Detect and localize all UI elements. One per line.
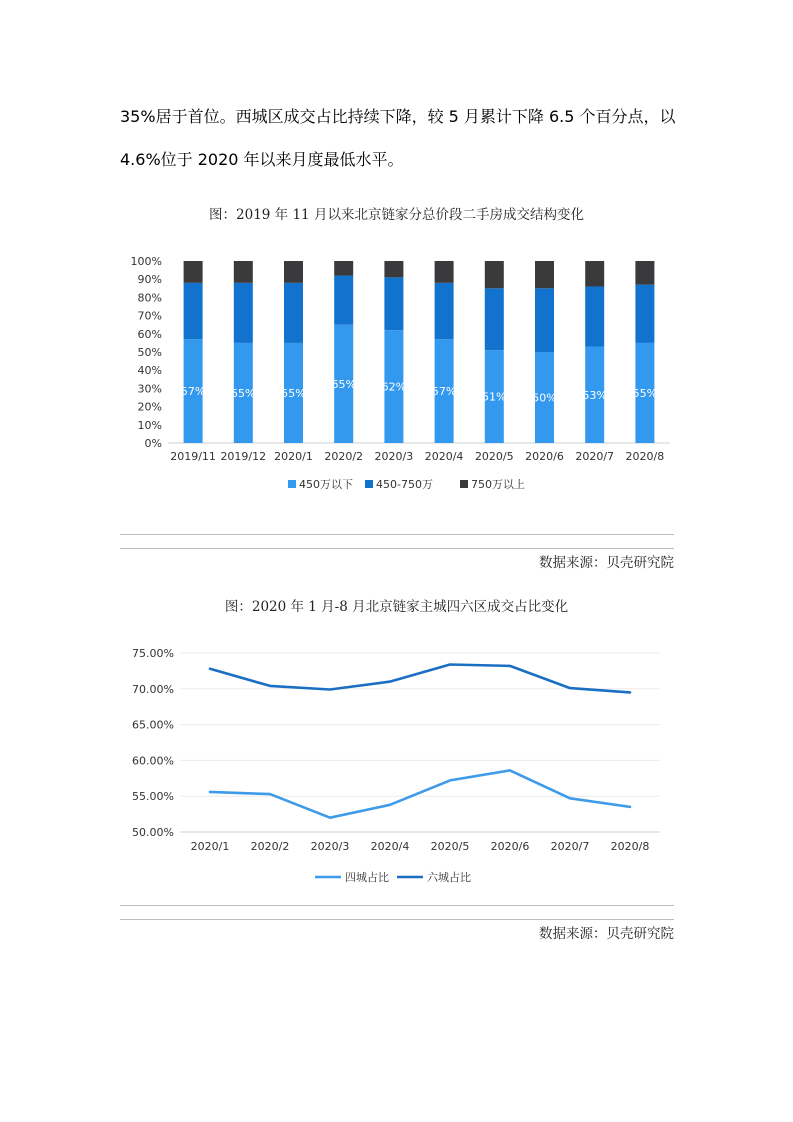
y-tick-label: 20%: [137, 400, 162, 414]
x-tick-label: 2020/3: [374, 450, 414, 463]
y-tick-label: 75.00%: [132, 647, 174, 660]
bar-segment: [384, 277, 403, 330]
figure2-rule-bottom: [120, 919, 674, 920]
bar-segment: [334, 261, 353, 276]
line-chart: [120, 636, 674, 892]
figure1-caption: 图：2019 年 11 月以来北京链家分总价段二手房成交结构变化: [209, 207, 584, 223]
x-tick-label: 2020/8: [610, 840, 650, 853]
bar-data-label: 65%: [331, 377, 356, 391]
legend-swatch: [365, 480, 373, 488]
y-tick-label: 60.00%: [132, 754, 174, 768]
legend-swatch: [288, 480, 296, 488]
x-tick-label: 2019/12: [220, 450, 267, 463]
bar-segment: [535, 288, 554, 352]
y-tick-label: 100%: [130, 255, 162, 268]
y-tick-label: 50.00%: [132, 826, 174, 839]
y-tick-label: 65.00%: [132, 718, 174, 732]
y-tick-label: 70.00%: [132, 682, 174, 696]
series-line: [210, 665, 630, 693]
bar-segment: [334, 276, 353, 325]
y-tick-label: 40%: [137, 364, 162, 378]
x-tick-label: 2020/6: [525, 450, 564, 463]
x-tick-label: 2020/1: [274, 450, 313, 463]
bar-data-label: 57%: [180, 385, 206, 399]
bar-segment: [535, 261, 554, 288]
bar-segment: [234, 283, 253, 343]
bar-data-label: 50%: [532, 391, 557, 405]
y-tick-label: 0%: [144, 437, 162, 450]
bar-data-label: 53%: [582, 388, 607, 402]
bar-data-label: 55%: [231, 386, 256, 400]
bar-segment: [284, 261, 303, 283]
x-tick-label: 2020/6: [490, 840, 530, 853]
bar-segment: [184, 283, 203, 339]
x-tick-label: 2020/8: [625, 450, 665, 463]
y-tick-label: 30%: [137, 382, 162, 396]
paragraph-line-2: 4.6%位于 2020 年以来月度最低水平。: [120, 150, 404, 169]
legend-label: 六城占比: [427, 871, 471, 884]
bar-segment: [635, 261, 654, 285]
legend-label: 450-750万: [376, 478, 433, 491]
bar-segment: [585, 286, 604, 346]
bar-segment: [184, 261, 203, 283]
figure1-rule-top: [120, 534, 674, 535]
x-tick-label: 2020/7: [575, 450, 615, 463]
bar-segment: [485, 261, 504, 288]
bar-data-label: 55%: [281, 386, 306, 400]
x-tick-label: 2020/5: [430, 840, 470, 853]
bar-data-label: 55%: [632, 386, 658, 400]
bar-segment: [284, 283, 303, 343]
bar-segment: [435, 283, 454, 339]
y-tick-label: 60%: [137, 327, 162, 341]
bar-segment: [435, 261, 454, 283]
figure1-source: 数据来源：贝壳研究院: [539, 555, 674, 571]
figure1-rule-bottom: [120, 548, 674, 549]
x-tick-label: 2020/1: [190, 840, 230, 853]
bar-segment: [485, 288, 504, 350]
bar-data-label: 51%: [482, 390, 507, 404]
bar-segment: [234, 261, 253, 283]
x-tick-label: 2020/2: [250, 840, 290, 853]
legend-swatch: [460, 480, 468, 488]
x-tick-label: 2020/4: [370, 840, 410, 853]
bar-data-label: 57%: [431, 385, 457, 399]
figure2-caption: 图：2020 年 1 月-8 月北京链家主城四六区成交占比变化: [224, 599, 569, 615]
bar-data-label: 62%: [381, 380, 407, 394]
y-tick-label: 55.00%: [132, 790, 174, 804]
series-line: [210, 770, 630, 817]
y-tick-label: 80%: [137, 291, 162, 305]
x-tick-label: 2020/4: [424, 450, 464, 463]
x-tick-label: 2020/7: [550, 840, 590, 853]
x-tick-label: 2020/3: [310, 840, 350, 853]
legend-label: 四城占比: [345, 871, 389, 884]
figure2-source: 数据来源：贝壳研究院: [539, 926, 674, 942]
bar-segment: [585, 261, 604, 286]
paragraph-line-1: 35%居于首位。西城区成交占比持续下降，较 5 月累计下降 6.5 个百分点，以: [120, 107, 676, 126]
y-tick-label: 10%: [137, 418, 162, 432]
legend-label: 750万以上: [471, 478, 525, 491]
x-tick-label: 2020/2: [324, 450, 364, 463]
figure2-rule-top: [120, 905, 674, 906]
y-tick-label: 90%: [137, 273, 162, 287]
stacked-bar-chart: [120, 245, 674, 505]
legend-label: 450万以下: [299, 478, 353, 491]
y-tick-label: 50%: [137, 346, 162, 359]
x-tick-label: 2020/5: [474, 450, 514, 463]
x-tick-label: 2019/11: [170, 450, 216, 463]
y-tick-label: 70%: [137, 309, 162, 323]
bar-segment: [384, 261, 403, 277]
bar-segment: [635, 285, 654, 343]
